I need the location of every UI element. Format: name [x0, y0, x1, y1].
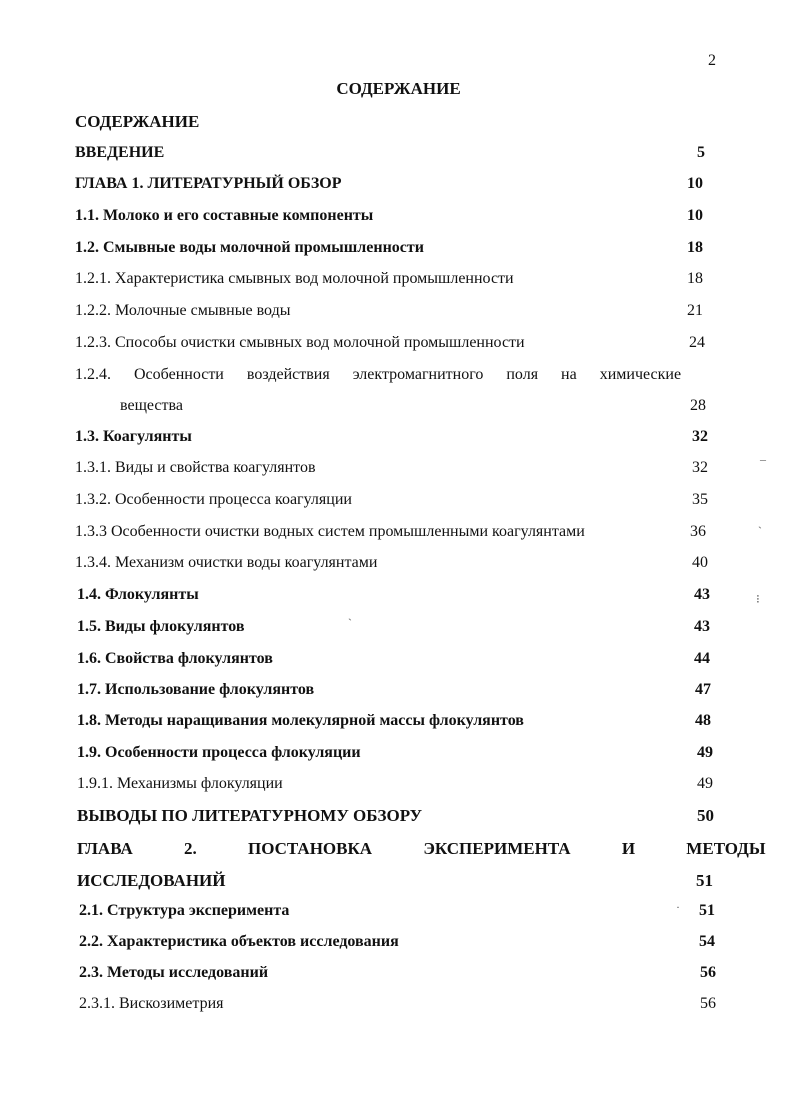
toc-entry-label: 1.5. Виды флокулянтов	[77, 618, 245, 635]
toc-entry-page: 32	[692, 428, 708, 445]
toc-entry-page: 48	[695, 712, 711, 729]
scan-speck: ⁝	[756, 592, 760, 606]
toc-entry-label: ВВЕДЕНИЕ	[75, 144, 165, 161]
toc-entry-page: 54	[699, 933, 715, 950]
toc-entry-label: 1.4. Флокулянты	[77, 586, 199, 603]
toc-entry	[77, 806, 714, 826]
toc-entry	[75, 175, 703, 193]
toc-entry	[75, 523, 706, 541]
toc-entry	[75, 334, 705, 352]
toc-entry-label: 1.3.4. Механизм очистки воды коагулянтами	[75, 554, 378, 571]
toc-entry	[75, 144, 705, 162]
page-number: 2	[708, 52, 716, 69]
toc-entry-label: СОДЕРЖАНИЕ	[75, 112, 200, 131]
toc-entry-label: 2.1. Структура эксперимента	[79, 902, 290, 919]
toc-entry-page: 18	[687, 239, 703, 256]
toc-entry-page: 43	[694, 618, 710, 635]
toc-entry	[75, 428, 708, 446]
toc-entry	[79, 933, 715, 951]
toc-entry	[75, 239, 703, 257]
toc-entry-label: ГЛАВА 2. ПОСТАНОВКА ЭКСПЕРИМЕНТА И МЕТОДЫ	[77, 839, 766, 858]
toc-entry-label: 1.3.3 Особенности очистки водных систем промышленными коагулянтами	[75, 523, 585, 540]
toc-entry-page: 56	[700, 964, 716, 981]
toc-entry-page: 40	[692, 554, 708, 571]
toc-entry	[79, 902, 715, 920]
toc-entry	[77, 618, 710, 636]
toc-entry-page: 56	[700, 995, 716, 1012]
scan-speck: –	[760, 452, 766, 466]
toc-entry	[77, 650, 710, 668]
toc-entry-label: 1.3.1. Виды и свойства коагулянтов	[75, 459, 316, 476]
toc-entry-page: 18	[687, 270, 703, 287]
toc-entry	[75, 302, 703, 320]
toc-entry-label: ВЫВОДЫ ПО ЛИТЕРАТУРНОМУ ОБЗОРУ	[77, 806, 423, 825]
toc-entry-page: 24	[689, 334, 705, 351]
toc-entry	[75, 112, 705, 132]
toc-entry-label: 1.2.1. Характеристика смывных вод молочной промышленности	[75, 270, 514, 287]
toc-entry	[75, 270, 703, 288]
toc-entry	[77, 744, 713, 762]
toc-entry-label: 1.2. Смывные воды молочной промышленности	[75, 239, 424, 256]
toc-entry	[120, 397, 706, 415]
toc-entry-label: 1.8. Методы наращивания молекулярной массы флокулянтов	[77, 712, 524, 729]
toc-entry-label: 2.3.1. Вискозиметрия	[79, 995, 224, 1012]
toc-entry-page: 21	[687, 302, 703, 319]
toc-entry	[79, 995, 716, 1013]
toc-entry-label: 2.3. Методы исследований	[79, 964, 269, 981]
toc-entry	[75, 459, 708, 477]
toc-entry-page: 51	[696, 871, 713, 890]
toc-entry	[77, 839, 766, 859]
toc-entry-page: 32	[692, 459, 708, 476]
toc-entry-label: 1.9.1. Механизмы флокуляции	[77, 775, 283, 792]
toc-entry-page: 44	[694, 650, 710, 667]
toc-entry	[77, 712, 711, 730]
toc-entry-label: 1.2.2. Молочные смывные воды	[75, 302, 291, 319]
toc-entry-label: 1.2.3. Способы очистки смывных вод молочной промышленности	[75, 334, 525, 351]
toc-entry-label: 1.3.2. Особенности процесса коагуляции	[75, 491, 352, 508]
toc-entry-label: 1.2.4. Особенности воздействия электромагнитного поля на химические	[75, 366, 682, 383]
toc-entry-page: 10	[687, 175, 703, 192]
toc-entry	[77, 586, 710, 604]
toc-entry-page: 51	[699, 902, 715, 919]
toc-entry-label: 1.6. Свойства флокулянтов	[77, 650, 273, 667]
toc-entry-label: 1.9. Особенности процесса флокуляции	[77, 744, 361, 761]
toc-entry-page: 49	[697, 744, 713, 761]
toc-entry-page: 49	[697, 775, 713, 792]
toc-entry-label: ГЛАВА 1. ЛИТЕРАТУРНЫЙ ОБЗОР	[75, 175, 342, 192]
toc-entry-page: 5	[697, 144, 705, 161]
toc-entry	[77, 775, 713, 793]
toc-entry-label: ИССЛЕДОВАНИЙ	[77, 871, 226, 890]
toc-entry	[75, 207, 703, 225]
toc-entry	[77, 871, 713, 891]
toc-entry-page: 10	[687, 207, 703, 224]
toc-entry-page: 47	[695, 681, 711, 698]
toc-entry-page: 28	[690, 397, 706, 414]
toc-entry-page: 35	[692, 491, 708, 508]
scan-speck: ·	[676, 900, 680, 914]
toc-entry-label: 1.7. Использование флокулянтов	[77, 681, 315, 698]
toc-entry-page: 43	[694, 586, 710, 603]
toc-entry	[77, 681, 711, 699]
page-title: СОДЕРЖАНИЕ	[336, 79, 461, 98]
scan-speck: ˋ	[348, 616, 352, 630]
toc-entry-label: вещества	[120, 397, 183, 414]
toc-entry-label: 2.2. Характеристика объектов исследования	[79, 933, 399, 950]
toc-entry	[75, 554, 708, 572]
toc-entry-label: 1.1. Молоко и его составные компоненты	[75, 207, 374, 224]
toc-entry-page: 36	[690, 523, 706, 540]
scan-speck: ˋ	[758, 524, 762, 538]
toc-entry-page: 50	[697, 806, 714, 825]
toc-entry	[75, 366, 718, 384]
toc-entry-label: 1.3. Коагулянты	[75, 428, 192, 445]
toc-entry	[75, 491, 708, 509]
toc-entry	[79, 964, 716, 982]
